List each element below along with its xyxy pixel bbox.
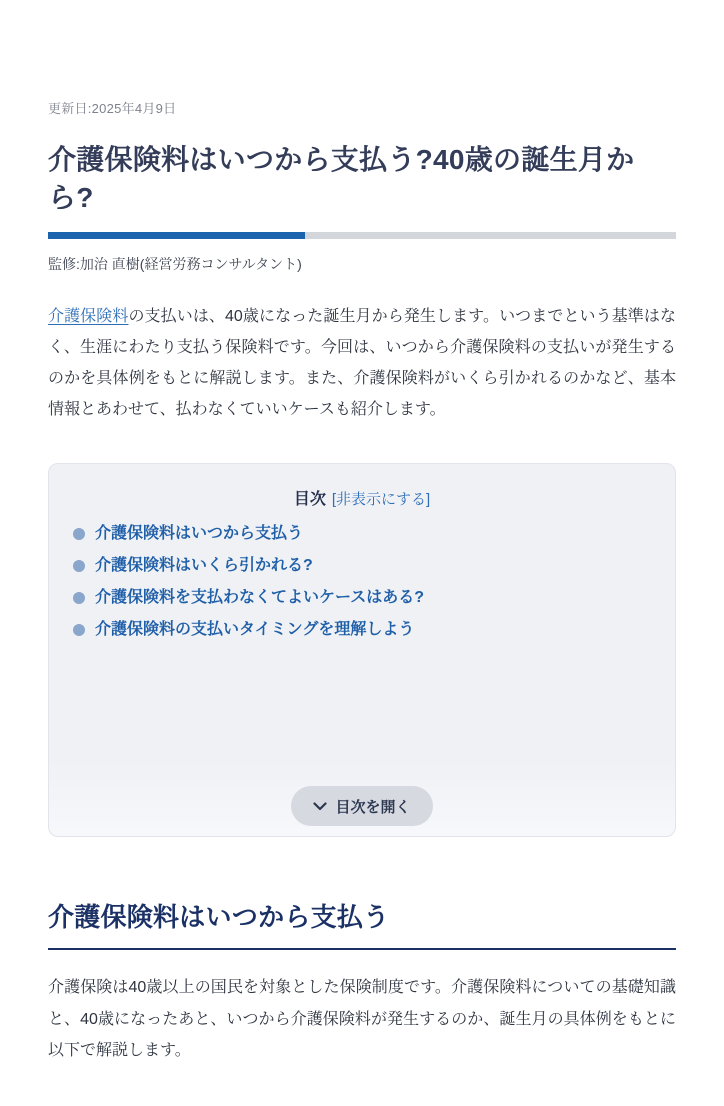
toc-item — [73, 525, 651, 543]
bullet-icon — [73, 592, 85, 604]
bullet-icon — [73, 560, 85, 572]
toc-link-understand-timing[interactable]: 介護保険料の支払いタイミングを理解しよう — [95, 621, 415, 639]
toc-item — [73, 621, 651, 639]
article-title: 介護保険料はいつから支払う?40歳の誕生月から? — [48, 144, 635, 213]
toc-item — [73, 557, 651, 575]
title-divider — [48, 232, 676, 239]
bullet-icon — [73, 528, 85, 540]
toc-open-button[interactable] — [291, 786, 432, 826]
section-body-paragraph: 介護保険は40歳以上の国民を対象とした保険制度です。介護保険料についての基礎知識と、40歳になったあと、いつから介護保険料が発生するのか、誕生月の具体例をもとに以下で解説します。 — [48, 979, 676, 1059]
intro-paragraph — [48, 301, 676, 426]
toc-collapsed-spacer — [73, 653, 651, 786]
toc-link-exempt-cases[interactable]: 介護保険料を支払わなくてよいケースはある? — [95, 589, 424, 607]
toc-list — [73, 525, 651, 639]
chevron-down-icon — [313, 802, 327, 811]
table-of-contents — [48, 463, 676, 837]
supervisor-credit: 監修:加治 直樹(経営労務コンサルタント) — [48, 255, 302, 272]
bullet-icon — [73, 624, 85, 636]
toc-header — [73, 486, 651, 509]
updated-date: 更新日:2025年4月9日 — [48, 101, 177, 116]
toc-link-when-to-pay[interactable]: 介護保険料はいつから支払う — [95, 525, 304, 543]
toc-item — [73, 589, 651, 607]
toc-title: 目次 — [293, 491, 326, 509]
section-heading-when-to-pay: 介護保険料はいつから支払う — [48, 897, 676, 950]
toc-hide-link[interactable]: [非表示にする] — [331, 491, 431, 509]
title-divider-accent — [48, 232, 305, 239]
toc-button-row — [73, 786, 651, 826]
intro-text: の支払いは、40歳になった誕生月から発生します。いつまでという基準はなく、生涯にわたり支払う保険料です。今回は、いつから介護保険料の支払いが発生するのかを具体例をもとに解説します。また、介護保険料がいくら引かれるのかなど、基本情報とあわせて、払わなくていいケースも紹介します。 — [48, 307, 676, 419]
toc-open-button-label: 目次を開く — [335, 798, 411, 816]
keyword-link-kaigo-hokenryo[interactable]: 介護保険料 — [48, 307, 129, 325]
toc-link-how-much[interactable]: 介護保険料はいくら引かれる? — [95, 557, 313, 575]
